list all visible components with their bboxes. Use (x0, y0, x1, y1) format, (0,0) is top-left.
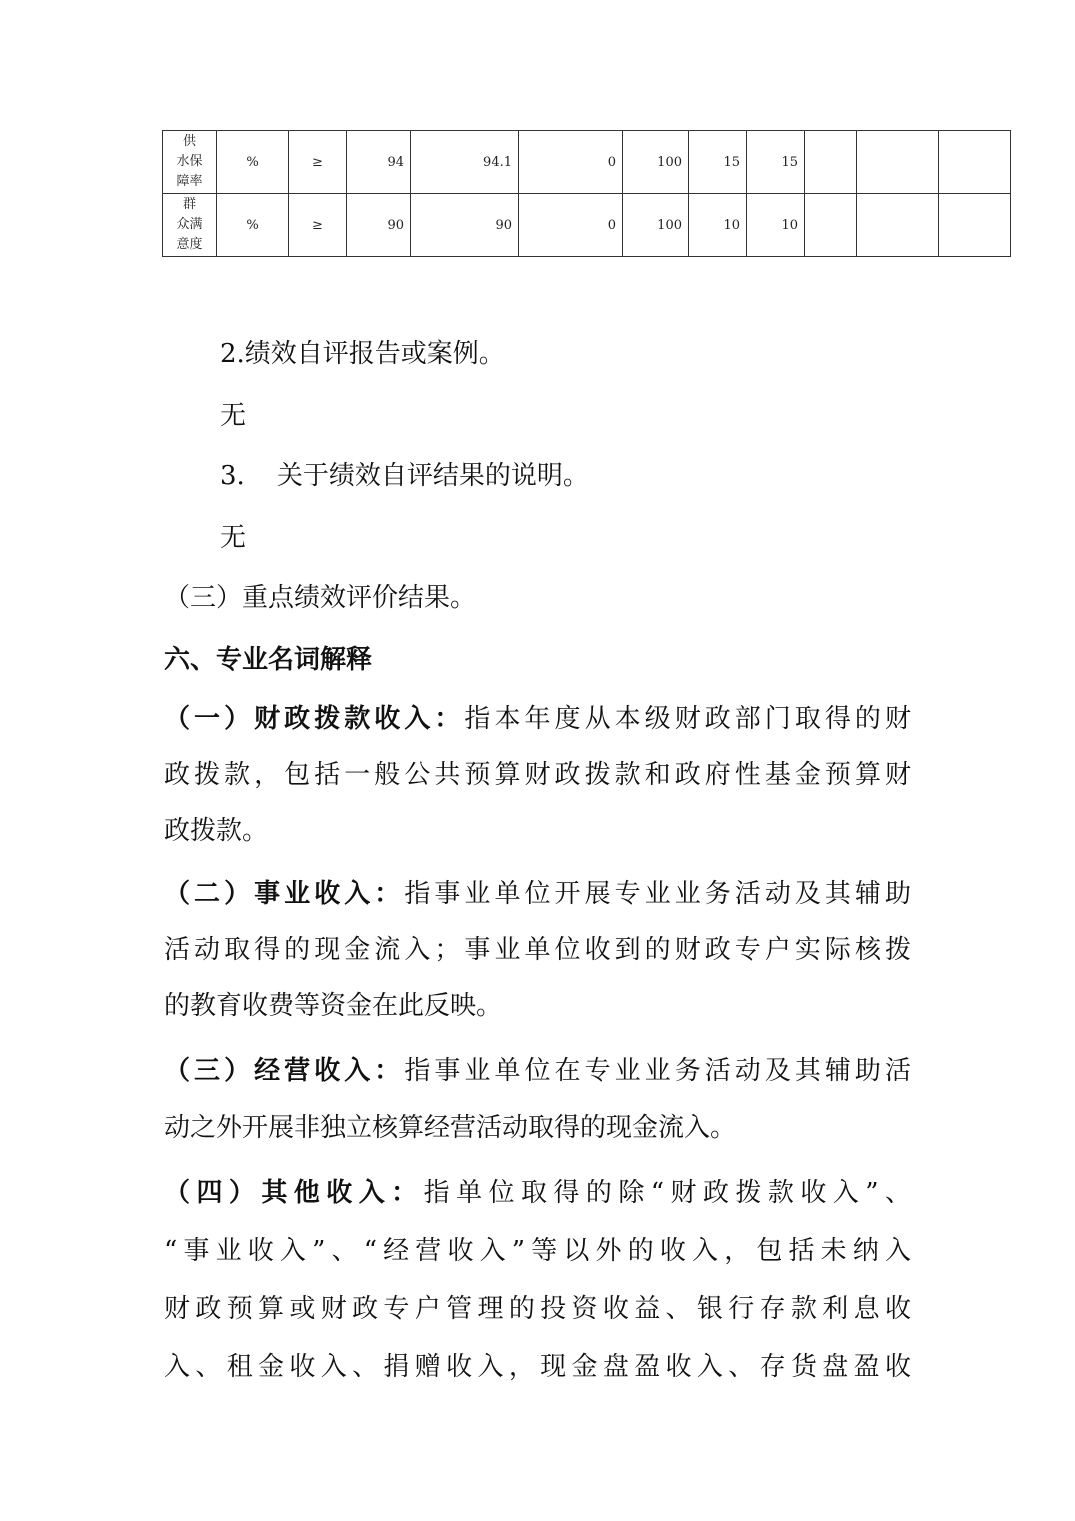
term-title: （一）财政拨款收入： (164, 704, 465, 734)
chapter-heading: 六、专业名词解释 (164, 645, 373, 675)
term-paragraph (164, 1177, 911, 1209)
target-cell: 94 (347, 131, 411, 194)
deviation-cell: 0 (519, 194, 623, 257)
empty-cell (805, 194, 857, 257)
actual-cell: 94.1 (411, 131, 519, 194)
indicator-name: 群 众满 意度 (163, 194, 217, 257)
term-text-line: 入、租金收入、捐赠收入，现金盘盈收入、存货盘盈收 (164, 1352, 911, 1382)
empty-cell (857, 131, 939, 194)
term-text-line: 财政预算或财政专户管理的投资收益、银行存款利息收 (164, 1294, 911, 1324)
target-cell: 90 (347, 194, 411, 257)
section-title: 关于绩效自评结果的说明。 (276, 461, 589, 491)
weight-cell: 15 (689, 131, 747, 194)
rate-cell: 100 (623, 131, 689, 194)
term-title: （三）经营收入： (164, 1056, 405, 1086)
score-cell: 10 (747, 194, 805, 257)
weight-cell: 10 (689, 194, 747, 257)
section-heading: 2.绩效自评报告或案例。 (220, 339, 505, 369)
term-paragraph (164, 878, 911, 910)
score-cell: 15 (747, 131, 805, 194)
deviation-cell: 0 (519, 131, 623, 194)
term-title: （四）其他收入： (164, 1178, 424, 1208)
operator-cell: ≥ (289, 194, 347, 257)
term-text: 指单位取得的除“财政拨款收入”、 (423, 1178, 911, 1208)
empty-cell (805, 131, 857, 194)
empty-cell (939, 194, 1011, 257)
indicator-name: 供 水保 障率 (163, 131, 217, 194)
table-row (163, 131, 1011, 194)
empty-cell (857, 194, 939, 257)
term-title: （二）事业收入： (164, 879, 405, 909)
table-row (163, 194, 1011, 257)
actual-cell: 90 (411, 194, 519, 257)
section-body: 无 (220, 401, 247, 431)
unit-cell: % (217, 194, 289, 257)
rate-cell: 100 (623, 194, 689, 257)
term-paragraph (164, 703, 911, 735)
performance-table (162, 130, 1011, 257)
term-text-line: 活动取得的现金流入；事业单位收到的财政专户实际核拨 (164, 935, 911, 965)
term-text-line: 政拨款，包括一般公共预算财政拨款和政府性基金预算财 (164, 760, 911, 790)
term-paragraph (164, 1055, 911, 1087)
section-number: 3. (220, 461, 245, 491)
empty-cell (939, 131, 1011, 194)
section-heading (220, 460, 589, 492)
term-text: 指本年度从本级财政部门取得的财 (464, 704, 911, 734)
term-text-line: “事业收入”、“经营收入”等以外的收入，包括未纳入 (164, 1236, 911, 1266)
term-text: 指事业单位在专业业务活动及其辅助活 (404, 1056, 911, 1086)
unit-cell: % (217, 131, 289, 194)
term-text-line: 的教育收费等资金在此反映。 (164, 991, 503, 1021)
section-heading: （三）重点绩效评价结果。 (164, 583, 477, 613)
term-text-line: 政拨款。 (164, 816, 269, 846)
operator-cell: ≥ (289, 131, 347, 194)
term-text: 指事业单位开展专业业务活动及其辅助 (404, 879, 911, 909)
term-text-line: 动之外开展非独立核算经营活动取得的现金流入。 (164, 1113, 737, 1143)
section-body: 无 (220, 523, 247, 553)
